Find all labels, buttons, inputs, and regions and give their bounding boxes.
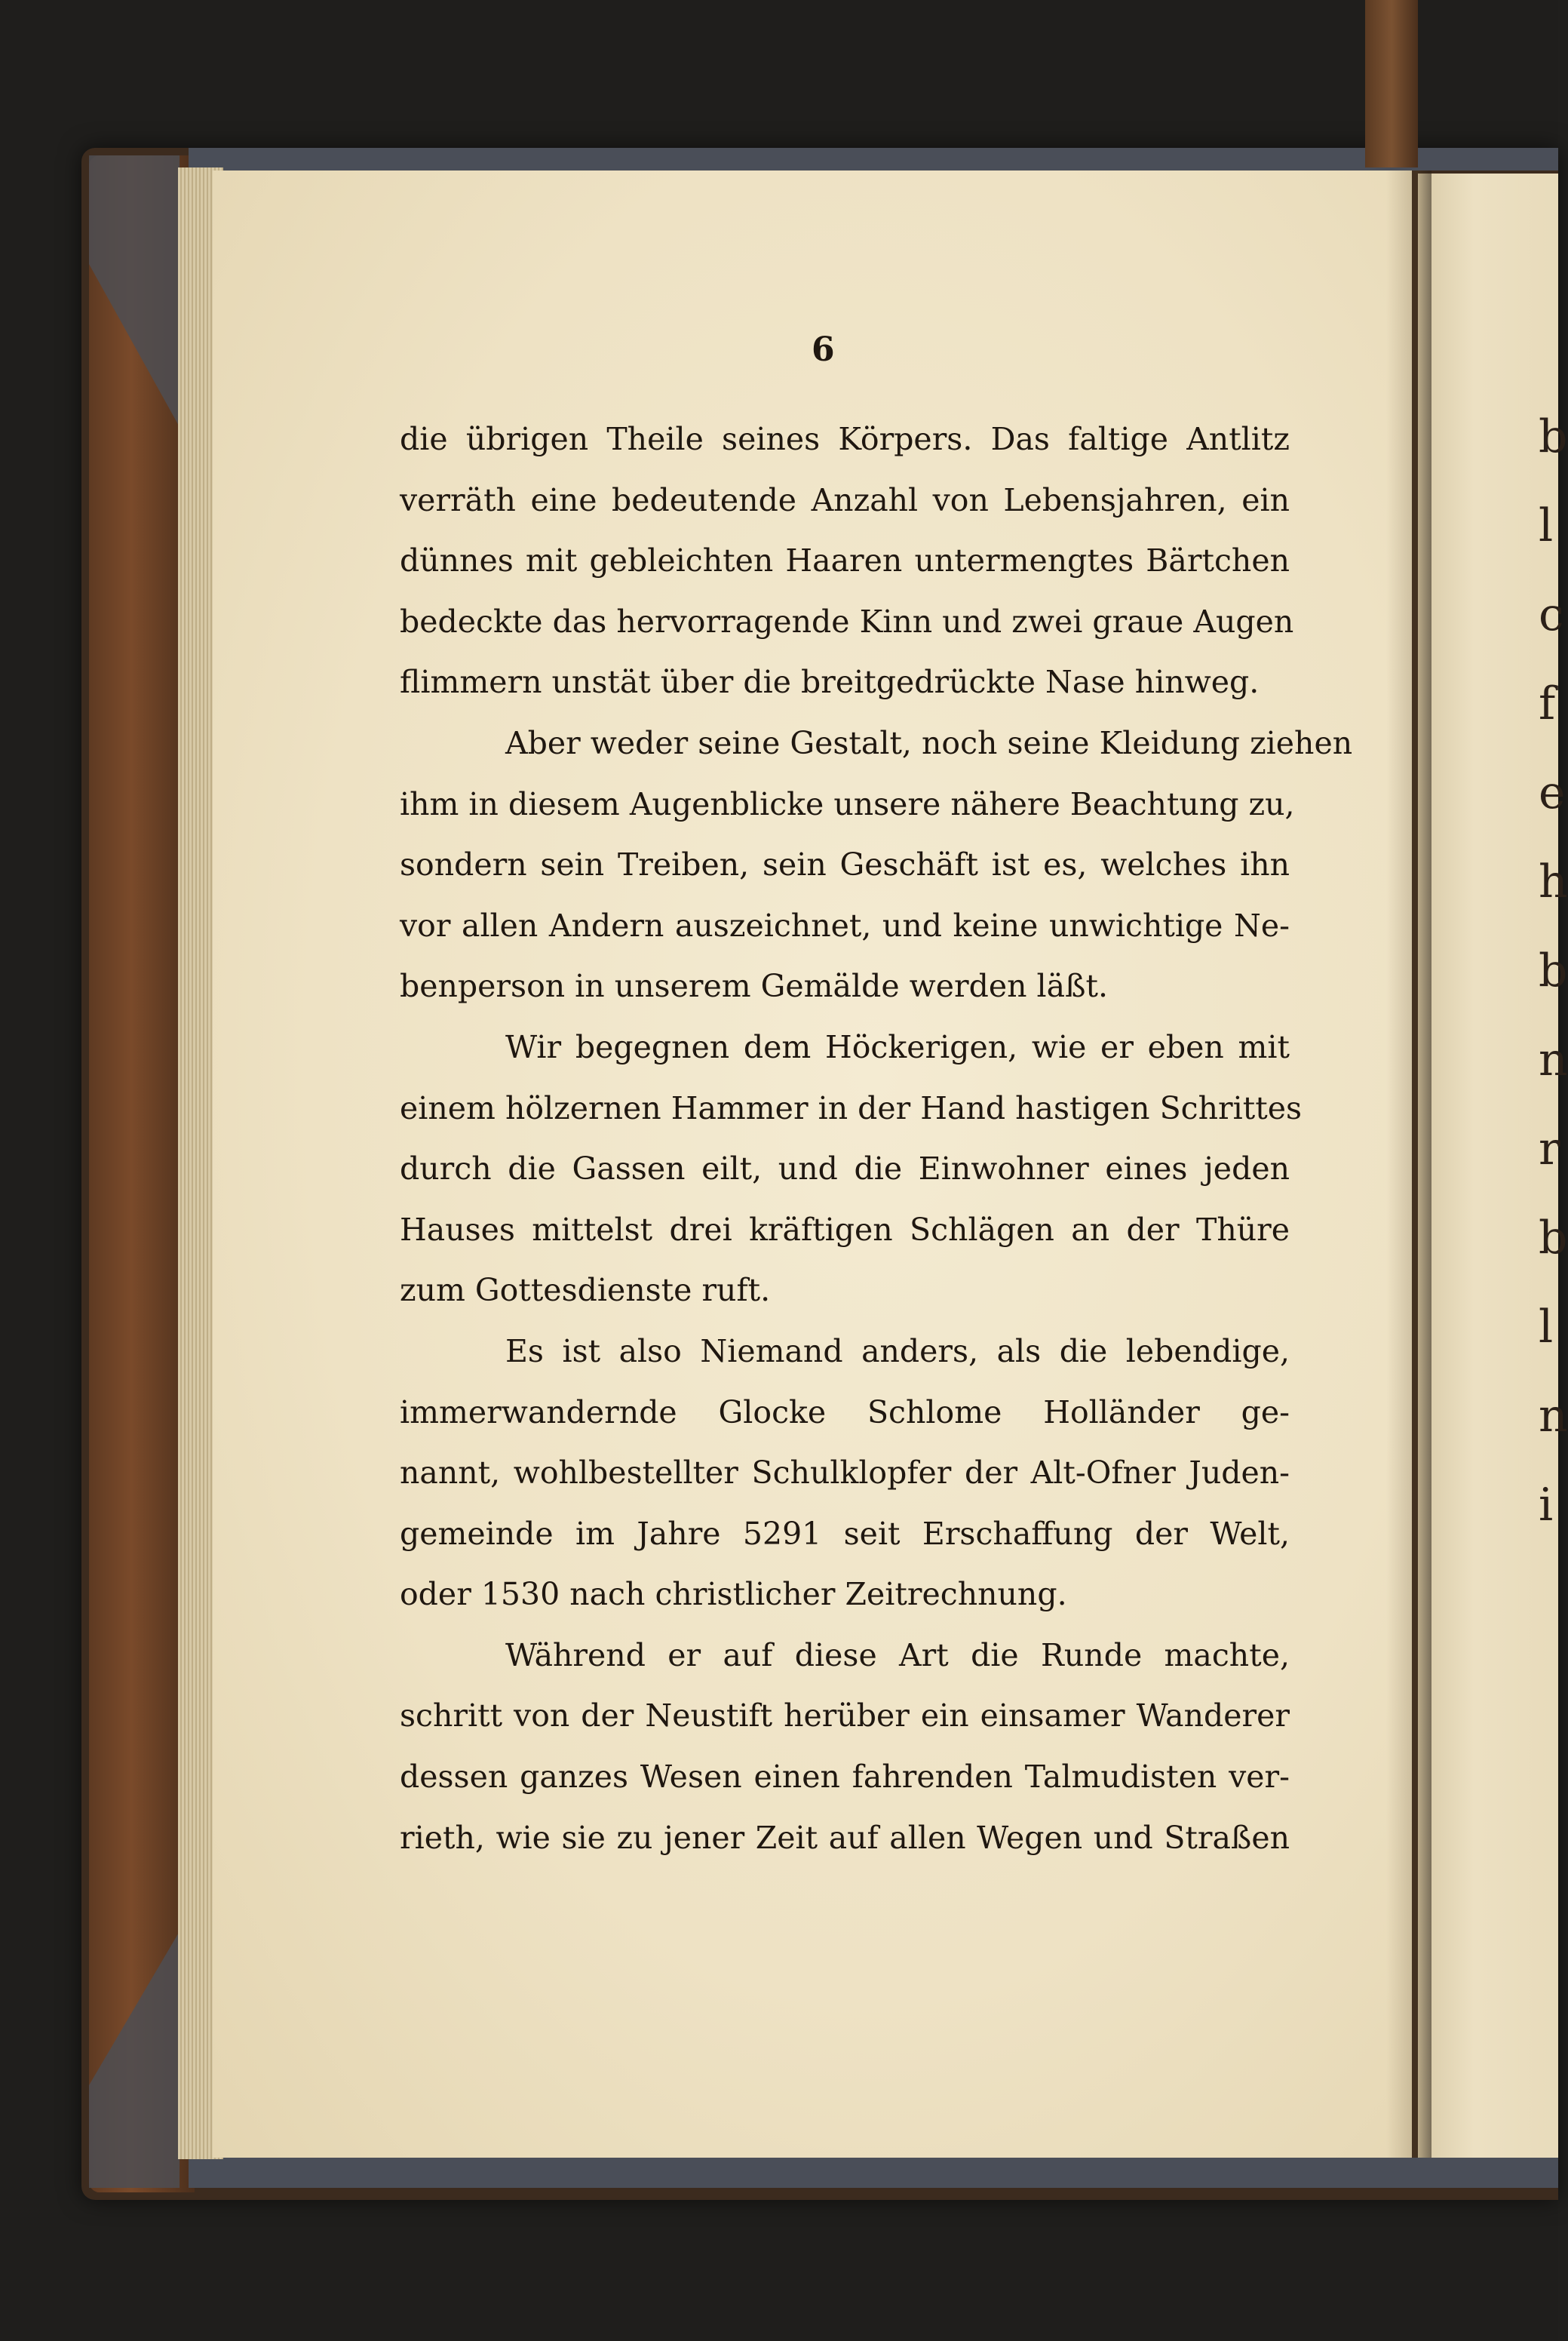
paragraph-start-line: Wir begegnen dem Höckerigen, wie er eben mit xyxy=(505,1028,1290,1065)
text-line: sondern sein Treiben, sein Geschäft ist es, welches ihn xyxy=(400,846,1290,883)
text-line: durch die Gassen eilt, und die Einwohner eines jeden xyxy=(400,1151,1290,1187)
text-line: vor allen Andern auszeichnet, und keine unwichtige Ne- xyxy=(400,907,1290,944)
right-page-text-fragments xyxy=(1539,392,1568,1550)
paragraph-start-line: Es ist also Niemand anders, als die lebendige, xyxy=(505,1332,1290,1369)
right-page-letter: f xyxy=(1539,677,1556,730)
text-line: ihm in diesem Augenblicke unsere nähere Beachtung zu, xyxy=(400,785,1295,822)
text-line: benperson in unserem Gemälde werden läßt. xyxy=(400,968,1108,1005)
right-page-letter: i xyxy=(1539,1479,1554,1531)
text-line: flimmern unstät über die breitgedrückte Nase hinweg. xyxy=(400,664,1260,701)
right-page-letter: n xyxy=(1539,1034,1568,1086)
right-page-letter: c xyxy=(1539,588,1564,641)
text-line: gemeinde im Jahre 5291 seit Erschaffung der Welt, xyxy=(400,1515,1290,1552)
right-page xyxy=(1418,174,1568,2158)
text-line: zum Gottesdienste ruft. xyxy=(400,1272,771,1309)
paragraph-start-line: Aber weder seine Gestalt, noch seine Kleidung ziehen xyxy=(505,724,1353,761)
page-number: 6 xyxy=(812,330,835,369)
text-line: dünnes mit gebleichten Haaren untermengtes Bärtchen xyxy=(400,542,1290,579)
right-page-letter: h xyxy=(1539,856,1568,908)
right-page-letter: l xyxy=(1539,499,1554,552)
right-page-letter: l xyxy=(1539,1301,1554,1353)
text-line: dessen ganzes Wesen einen fahrenden Talmudisten ver- xyxy=(400,1759,1290,1796)
right-page-letter: b xyxy=(1539,945,1568,997)
right-page-letter: b xyxy=(1539,410,1568,463)
text-line: nannt, wohlbestellter Schulklopfer der Alt-Ofner Juden- xyxy=(400,1455,1290,1492)
right-page-letter: r xyxy=(1539,1123,1560,1175)
text-line: die übrigen Theile seines Körpers. Das faltige Antlitz xyxy=(400,421,1290,457)
page-gutter-shadow xyxy=(1386,171,1431,2158)
text-line: bedeckte das hervorragende Kinn und zwei graue Augen xyxy=(400,603,1294,640)
text-line: einem hölzernen Hammer in der Hand hastigen Schrittes xyxy=(400,1089,1303,1126)
body-text xyxy=(400,409,1353,1868)
text-line: rieth, wie sie zu jener Zeit auf allen Wegen und Straßen xyxy=(400,1819,1290,1856)
text-line: Hauses mittelst drei kräftigen Schlägen an der Thüre xyxy=(400,1211,1290,1248)
cover-bottom-edge xyxy=(189,2158,1558,2188)
right-page-letter: e xyxy=(1539,767,1566,819)
text-line: oder 1530 nach christlicher Zeitrechnung. xyxy=(400,1576,1067,1613)
right-page-letter: n xyxy=(1539,1390,1568,1442)
text-line: immerwandernde Glocke Schlome Holländer ge- xyxy=(400,1393,1290,1430)
right-page-letter: b xyxy=(1539,1212,1568,1264)
cover-top-edge xyxy=(189,148,1558,171)
paragraph-start-line: Während er auf diese Art die Runde machte, xyxy=(505,1636,1290,1673)
spine-tab xyxy=(1365,0,1418,167)
text-line: schritt von der Neustift herüber ein einsamer Wanderer xyxy=(400,1697,1290,1734)
text-line: verräth eine bedeutende Anzahl von Lebensjahren, ein xyxy=(400,481,1290,518)
